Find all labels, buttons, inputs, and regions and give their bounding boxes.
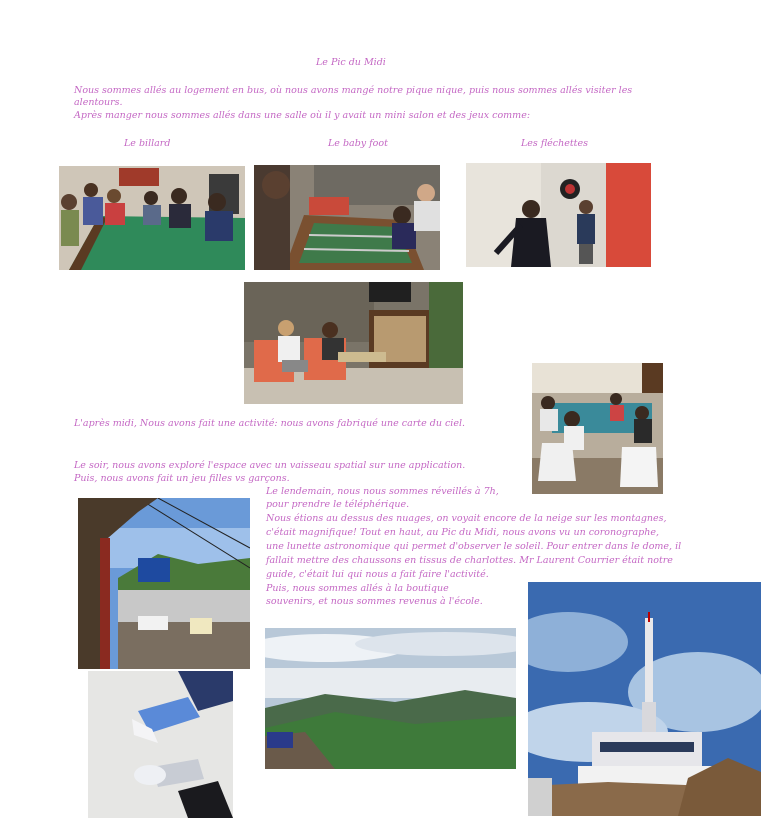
evening-line-1: Le soir, nous avons exploré l'espace avec un vaisseau spatial sur une application. xyxy=(74,460,466,471)
photo-mountains xyxy=(265,628,516,769)
page-title: Le Pic du Midi xyxy=(316,57,386,68)
nextday-line-9: souvenirs, et nous sommes revenus à l'école. xyxy=(266,596,483,607)
photo-classroom xyxy=(532,363,663,494)
caption-flechettes: Les fléchettes xyxy=(521,138,588,149)
nextday-line-5: une lunette astronomique qui permet d'observer le soleil. Pour entrer dans le dome, il xyxy=(266,541,682,552)
nextday-line-1: Le lendemain, nous nous sommes réveillés à 7h, xyxy=(266,486,499,497)
caption-billard: Le billard xyxy=(124,138,171,149)
photo-shoe-covers xyxy=(88,671,233,818)
intro-line-1: Nous sommes allés au logement en bus, où nous avons mangé notre pique nique, puis nous sommes allés visiter les xyxy=(74,85,633,96)
photo-darts xyxy=(466,163,651,267)
nextday-line-3: Nous étions au dessus des nuages, on voyait encore de la neige sur les montagnes, xyxy=(266,513,667,524)
photo-lounge xyxy=(244,282,463,404)
evening-line-2: Puis, nous avons fait un jeu filles vs garçons. xyxy=(74,473,290,484)
photo-billiard xyxy=(59,166,245,270)
nextday-line-6: fallait mettre des chaussons en tissus de charlottes. Mr Laurent Courrier était notre xyxy=(266,555,673,566)
intro-line-3: Après manger nous sommes allés dans une salle où il y avait un mini salon et des jeux comme: xyxy=(74,110,531,121)
intro-line-2: alentours. xyxy=(74,97,123,108)
photo-babyfoot xyxy=(254,165,440,270)
afternoon-text: L'après midi, Nous avons fait une activité: nous avons fabriqué une carte du ciel. xyxy=(74,418,465,429)
nextday-line-7: guide, c'était lui qui nous a fait faire l'activité. xyxy=(266,569,489,580)
nextday-line-4: c'était magnifique! Tout en haut, au Pic du Midi, nous avons vu un coronographe, xyxy=(266,527,659,538)
nextday-line-8: Puis, nous sommes allés à la boutique xyxy=(266,583,449,594)
nextday-line-2: pour prendre le téléphérique. xyxy=(266,499,410,510)
photo-cable-car xyxy=(78,498,250,669)
caption-babyfoot: Le baby foot xyxy=(328,138,388,149)
photo-observatory xyxy=(528,582,761,816)
